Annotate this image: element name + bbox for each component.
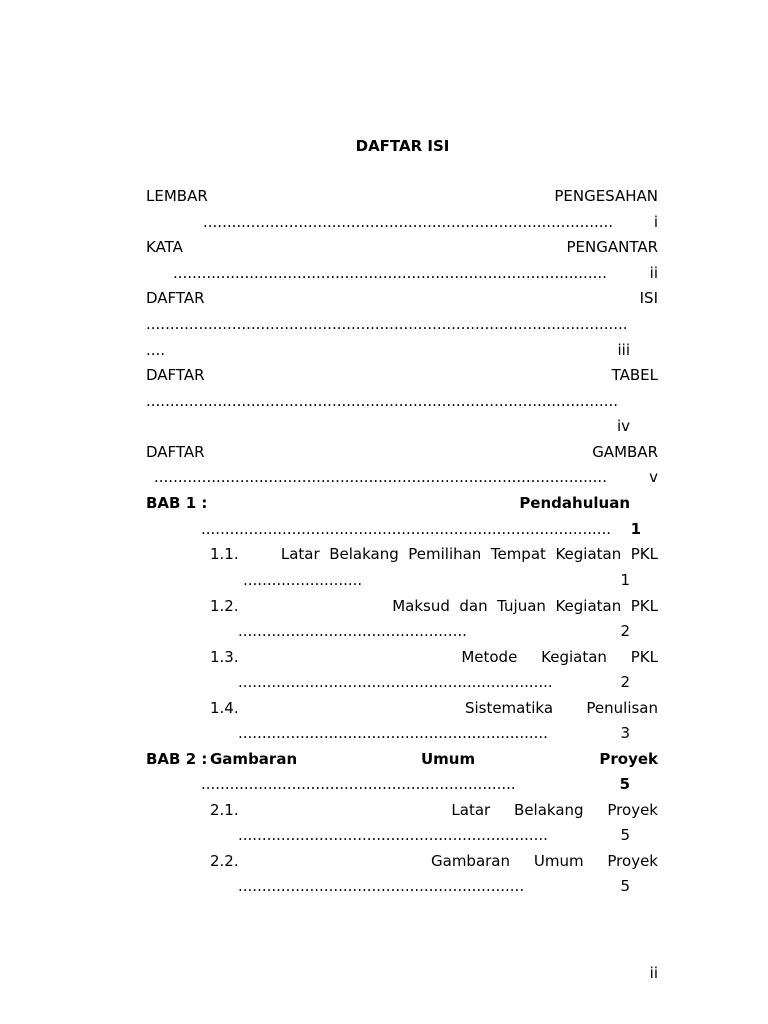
toc-2-1-number: 2.1. [210, 801, 239, 819]
toc-1-3-title: Metode Kegiatan PKL [461, 648, 658, 666]
toc-bab1-title: Pendahuluan [519, 494, 630, 512]
toc-bab2-page: 5 [619, 775, 630, 793]
toc-kata-left: KATA [146, 238, 183, 256]
toc-lembar-page: i [653, 213, 658, 231]
toc-lembar-left: LEMBAR [146, 187, 208, 205]
toc-isi-page: iii [617, 341, 630, 359]
toc-gambar-dots: ............................................................................................... [154, 468, 607, 486]
toc-2-1-page: 5 [620, 826, 630, 844]
toc-1-4-number: 1.4. [210, 699, 239, 717]
toc-tabel-page: iv [616, 417, 630, 435]
toc-kata-right: PENGANTAR [566, 238, 658, 256]
toc-bab2-dots: .................................................................. [201, 775, 516, 793]
toc-1-4-dots: ................................................................. [238, 724, 548, 742]
toc-gambar-right: GAMBAR [592, 443, 658, 461]
toc-lembar-right: PENGESAHAN [554, 187, 658, 205]
toc-bab2-word-2: Umum [421, 750, 476, 768]
toc-2-1-dots: ................................................................. [238, 826, 548, 844]
toc-1-2-page: 2 [620, 622, 630, 640]
toc-tabel-left: DAFTAR [146, 366, 205, 384]
toc-2-2-title: Gambaran Umum Proyek [431, 852, 658, 870]
toc-2-2-dots: ............................................................ [238, 877, 525, 895]
toc-2-2-number: 2.2. [210, 852, 239, 870]
toc-bab1-page: 1 [630, 520, 641, 538]
toc-bab1-label: BAB 1 : [146, 494, 208, 512]
toc-isi-dots-continued: .... [146, 341, 166, 359]
toc-bab2-label: BAB 2 : [146, 750, 208, 768]
toc-kata-dots: ........................................................................................... [173, 264, 607, 282]
toc-2-2-page: 5 [620, 877, 630, 895]
toc-lembar-dots: ...................................................................................... [203, 213, 614, 231]
toc-bab1-dots: ...................................................................................... [201, 520, 612, 538]
toc-1-1-page: 1 [620, 571, 630, 589]
toc-isi-right: ISI [639, 289, 658, 307]
toc-1-1-number: 1.1. [210, 545, 239, 563]
toc-isi-left: DAFTAR [146, 289, 205, 307]
toc-1-4-page: 3 [620, 724, 630, 742]
toc-isi-dots: ..................................................................................................... [146, 315, 628, 333]
toc-tabel-dots: ................................................................................................... [146, 392, 619, 410]
toc-bab2-word-3: Proyek [599, 750, 658, 768]
toc-1-2-dots: ................................................ [238, 622, 467, 640]
toc-1-2-title: Maksud dan Tujuan Kegiatan PKL [392, 597, 658, 615]
toc-gambar-page: v [649, 468, 658, 486]
toc-1-4-title: Sistematika Penulisan [464, 699, 658, 717]
toc-bab2-word-1: Gambaran [210, 750, 298, 768]
toc-1-3-number: 1.3. [210, 648, 239, 666]
toc-2-1-title: Latar Belakang Proyek [451, 801, 658, 819]
toc-1-3-dots: .................................................................. [238, 673, 553, 691]
toc-kata-page: ii [649, 264, 658, 282]
page-number: ii [649, 964, 658, 982]
toc-1-1-dots: ......................... [243, 571, 363, 589]
toc-gambar-left: DAFTAR [146, 443, 205, 461]
toc-1-2-number: 1.2. [210, 597, 239, 615]
toc-1-1-title: Latar Belakang Pemilihan Tempat Kegiatan PKL [280, 545, 658, 563]
page-title: DAFTAR ISI [355, 137, 450, 155]
toc-tabel-right: TABEL [611, 366, 658, 384]
toc-1-3-page: 2 [620, 673, 630, 691]
